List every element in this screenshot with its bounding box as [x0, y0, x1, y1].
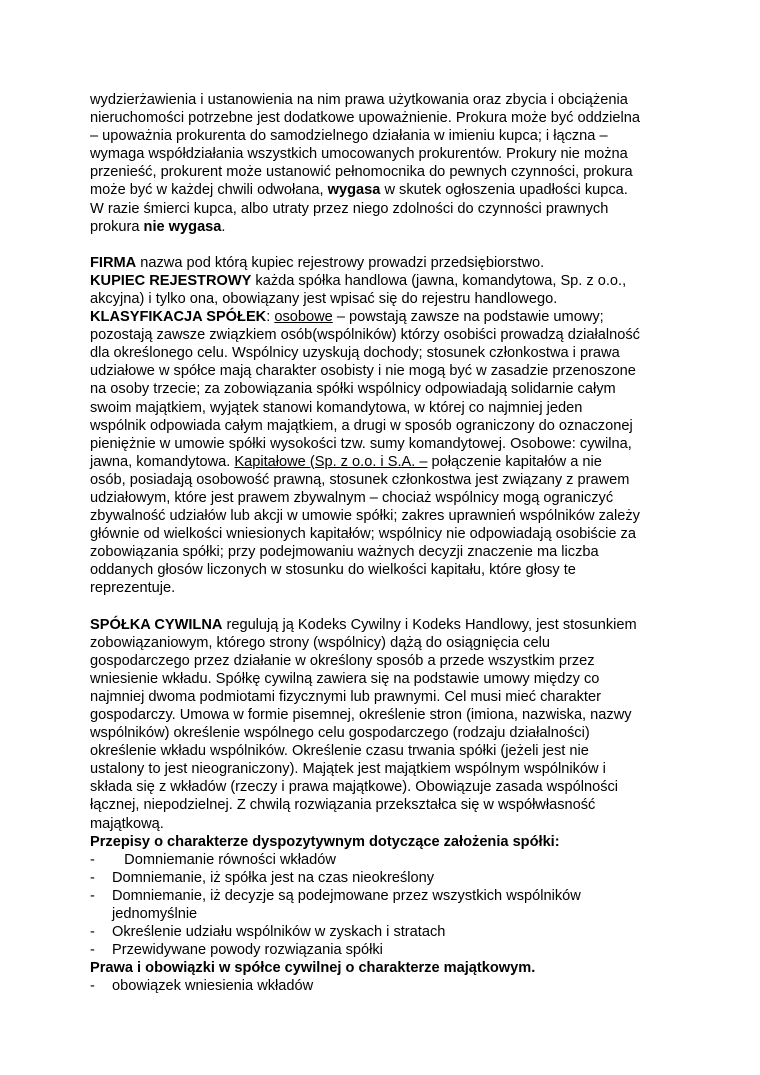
list-item-text: Przewidywane powody rozwiązania spółki — [112, 942, 383, 959]
text-line: akcyjna) i tylko ona, obowiązany jest wpisać się do rejestru handlowego. — [90, 290, 558, 307]
text-line: głównie od wielkości wniesionych kapitałów; wspólnicy nie odpowiadają osobiście za — [90, 526, 636, 543]
text-line: oddanych głosów liczonych w stosunku do wielkości kapitału, które głosy te — [90, 562, 576, 579]
list-item — [90, 851, 670, 869]
text-line: na osoby trzecie; za zobowiązania spółki wspólnicy odpowiadają solidarnie całym — [90, 381, 616, 398]
text-span: jawna, komandytowa. — [90, 453, 235, 470]
bold-term: KLASYFIKACJA SPÓŁEK — [90, 309, 267, 326]
text-line: wspólnik odpowiada całym majątkiem, a drugi w sposób ograniczony do oznaczonej — [90, 417, 633, 434]
text-line: dla określonego celu. Wspólnicy uzyskują dochody; stosunek członkostwa i prawa — [90, 345, 620, 362]
definition-klasyfikacja — [90, 308, 670, 598]
document-page — [90, 91, 670, 996]
text-line: przenieść, prokurent może ustanowić pełnomocnika do pewnych czynności, prokura — [90, 164, 633, 181]
dash-bullet: - — [90, 887, 95, 904]
text-line: wspólników) określenie wspólnego celu gospodarczego (rodzaju działalności) — [90, 725, 590, 742]
text-line: zobowiązaniowym, którego strony (wspólnicy) dążą do osiągnięcia celu — [90, 634, 550, 651]
list-item — [90, 923, 670, 941]
text-line: gospodarczy. Umowa w formie pisemnej, określenie stron (imiona, nazwiska, nazwy — [90, 707, 632, 723]
dash-bullet: - — [90, 869, 95, 886]
text-line: pozostają zawsze związkiem osób(wspólników) którzy osobiści prowadzą działalność — [90, 327, 640, 344]
text-line: składa się z wkładów (rzeczy i prawa majątkowe). Obowiązuje zasada wspólności — [90, 779, 619, 796]
text-span: prokura — [90, 218, 144, 235]
text-span: każda spółka handlowa (jawna, komandytowa, Sp. z o.o., — [251, 272, 627, 289]
text-line: ustalony to jest nieograniczony). Majątek jest majątkiem wspólnym wspólników i — [90, 761, 606, 778]
text-line: nieruchomości potrzebne jest dodatkowe upoważnienie. Prokura może być oddzielna — [90, 110, 641, 127]
text-span: nazwa pod którą kupiec rejestrowy prowadzi przedsiębiorstwo. — [136, 254, 545, 271]
text-line: wniesienie wkładu. Spółkę cywilną zawiera się na podstawie umowy między co — [90, 670, 600, 687]
text-line: W razie śmierci kupca, albo utraty przez niego zdolności do czynności prawnych — [90, 200, 609, 217]
dash-bullet: - — [90, 978, 95, 995]
bold-term: KUPIEC REJESTROWY — [90, 272, 252, 289]
list-prawa — [90, 977, 670, 995]
text-line: – upoważnia prokurenta do samodzielnego działania w imieniu kupca; i łączna – — [90, 128, 608, 145]
definition-spolka-cywilna — [90, 616, 670, 833]
text-line: majątkową. — [90, 815, 164, 832]
dash-bullet: - — [90, 924, 95, 941]
text-span: połączenie kapitałów a nie — [427, 453, 602, 470]
list-item — [90, 977, 670, 995]
list-item — [90, 941, 670, 959]
text-line: najmniej dwoma podmiotami fizycznymi lub prawnymi. Cel musi mieć charakter — [90, 688, 601, 705]
underlined-term: osobowe — [274, 309, 333, 326]
text-span: : — [266, 309, 275, 326]
bold-term: FIRMA — [90, 254, 137, 271]
bold-term: nie wygasa — [143, 218, 222, 235]
paragraph-prokura — [90, 91, 670, 236]
text-span: – powstają zawsze na podstawie umowy; — [332, 309, 604, 326]
list-item-text: jednomyślnie — [112, 906, 198, 923]
list-item-text: obowiązek wniesienia wkładów — [112, 978, 314, 995]
bold-term: SPÓŁKA CYWILNA — [90, 616, 223, 633]
text-line: pieniężnie w umowie spółki wysokości tzw. sumy komandytowej. Osobowe: cywilna, — [90, 435, 632, 452]
text-span: może być w każdej chwili odwołana, — [90, 182, 328, 199]
text-line: gospodarczego przez działanie w określony sposób a przede wszystkim przez — [90, 652, 595, 669]
text-line: wymaga współdziałania wszystkich umocowanych prokurentów. Prokury nie można — [90, 146, 628, 163]
list-item-text: Domniemanie, iż spółka jest na czas nieokreślony — [112, 869, 435, 886]
text-line: zbywalność udziałów lub akcji w umowie spółki; zakres uprawnień wspólników zależy — [90, 508, 640, 525]
dash-bullet: - — [90, 942, 95, 959]
text-line: określenie wkładu wspólników. Określenie czasu trwania spółki (jeżeli jest nie — [90, 743, 589, 760]
list-item — [90, 887, 670, 923]
text-line — [90, 616, 670, 634]
list-przepisy — [90, 851, 670, 960]
text-line: osób, posiadają osobowość prawną, stosunek członkostwa jest związany z prawem — [90, 471, 630, 488]
text-line: zobowiązania spółki; przy podejmowaniu ważnych decyzji znaczenie ma liczba — [90, 544, 599, 561]
list-item — [90, 869, 670, 887]
underlined-term: Kapitałowe (Sp. z o.o. i S.A. – — [234, 453, 428, 470]
text-line: udziałowe w spółce mają charakter osobisty i nie mogą być w zasadzie przenoszone — [90, 363, 636, 380]
text-line: reprezentuje. — [90, 580, 176, 597]
text-span: . — [221, 218, 226, 235]
definition-firma — [90, 254, 670, 272]
text-line — [90, 218, 670, 236]
paragraph-gap — [90, 236, 670, 254]
text-line — [90, 181, 670, 199]
definition-kupiec-rejestrowy — [90, 272, 670, 308]
section-przepisy — [90, 833, 670, 851]
section-prawa — [90, 959, 670, 977]
text-line — [90, 308, 670, 326]
text-line: łącznej, niepodzielnej. Z chwilą rozwiązania przekształca się w współwłasność — [90, 797, 596, 814]
section-heading: Przepisy o charakterze dyspozytywnym dotyczące założenia spółki: — [90, 833, 560, 850]
text-line: wydzierżawienia i ustanowienia na nim prawa użytkowania oraz zbycia i obciążenia — [90, 92, 628, 108]
list-item-text: Domniemanie równości wkładów — [112, 851, 336, 868]
dash-bullet: - — [90, 851, 95, 868]
text-line: udziałowym, które jest prawem zbywalnym – chociaż wspólnicy mogą ograniczyć — [90, 489, 614, 506]
text-line — [90, 272, 670, 290]
text-line: swoim majątkiem, wyjątek stanowi komandytowa, w której co najmniej jeden — [90, 399, 583, 416]
text-span: w skutek ogłoszenia upadłości kupca. — [380, 182, 628, 199]
text-span: regulują ją Kodeks Cywilny i Kodeks Handlowy, jest stosunkiem — [222, 616, 637, 633]
paragraph-gap — [90, 598, 670, 616]
list-item-text: Określenie udziału wspólników w zyskach i stratach — [112, 924, 446, 941]
list-item-text: Domniemanie, iż decyzje są podejmowane przez wszystkich wspólników — [112, 887, 581, 904]
section-heading: Prawa i obowiązki w spółce cywilnej o charakterze majątkowym. — [90, 960, 536, 977]
bold-term: wygasa — [327, 182, 381, 199]
text-line — [90, 453, 670, 471]
